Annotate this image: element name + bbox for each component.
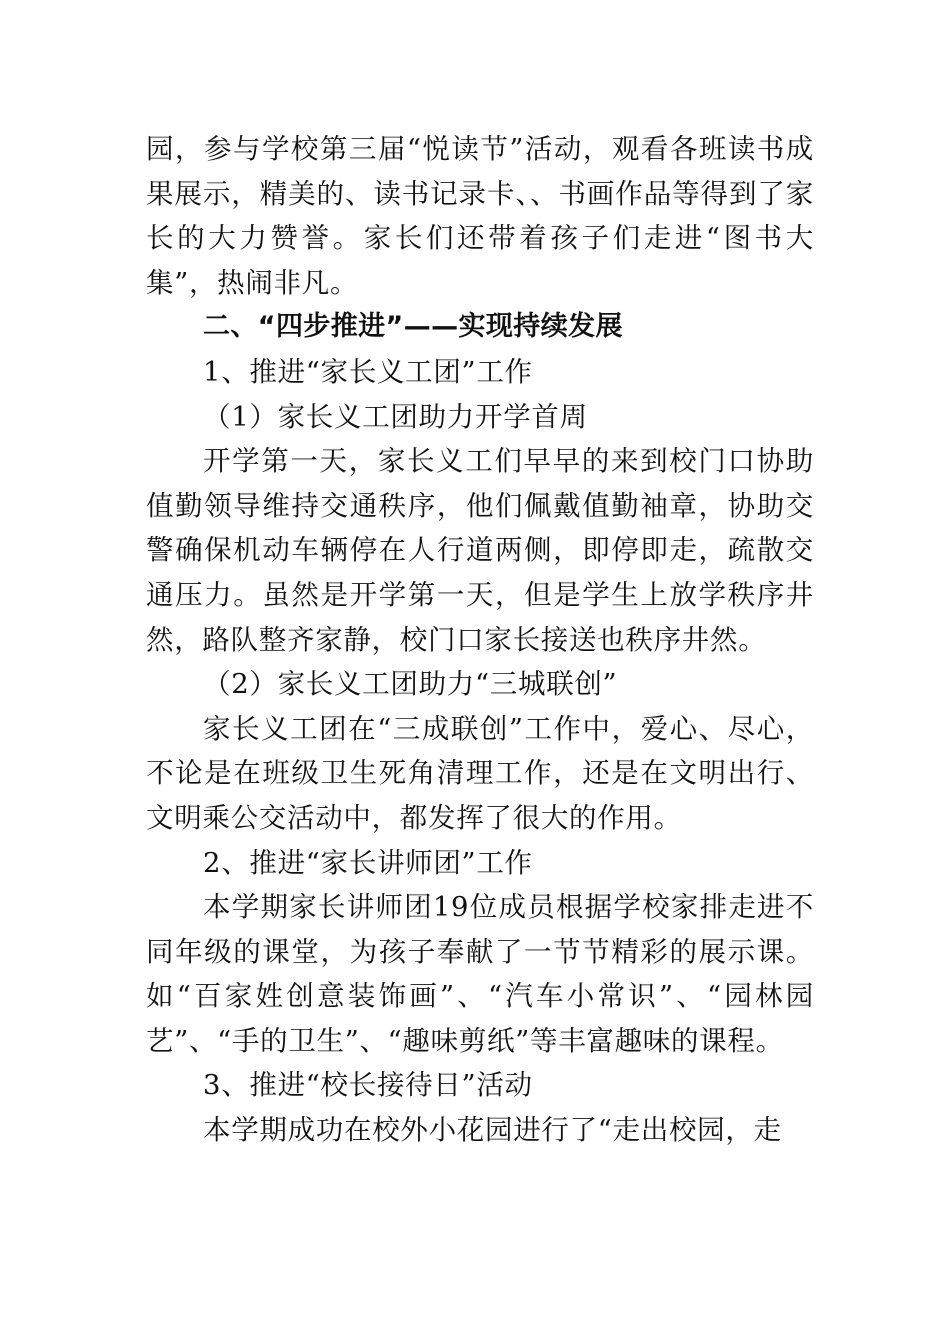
paragraph-first-day: 开学第一天，家长义工们早早的来到校门口协助值勤领导维持交通秩序，他们佩戴值勤袖章，协助交警确保机动车辆停在人行道两侧，即停即走，疏散交通压力。虽然是开学第一天，但是学生上放学秩序井然，路队整齐家静，校门口家长接送也秩序井然。 <box>146 445 814 656</box>
subsubheading-three-cities: （2）家长义工团助力“三城联创” <box>203 668 618 701</box>
subsubheading-first-week: （1）家长义工团助力开学首周 <box>203 400 588 433</box>
subheading-volunteer-group: 1、推进“家长义工团”工作 <box>203 355 533 388</box>
subheading-principal-day: 3、推进“校长接待日”活动 <box>203 1069 533 1102</box>
section-heading-four-steps: 二、“四步推进”——实现持续发展 <box>203 311 623 343</box>
paragraph-principal-day: 本学期成功在校外小花园进行了“走出校园，走 <box>203 1114 782 1147</box>
subheading-lecturer-group: 2、推进“家长讲师团”工作 <box>203 846 533 879</box>
paragraph-lecturer-group: 本学期家长讲师团19位成员根据学校家排走进不同年级的课堂，为孩子奉献了一节节精彩的展示课。如“百家姓创意装饰画”、“汽车小常识”、“园林园艺”、“手的卫生”、“趣味剪纸”等丰富趣味的课程。 <box>146 891 814 1057</box>
document-body <box>146 127 814 1153</box>
paragraph-reading-festival: 园，参与学校第三届“悦读节”活动，观看各班读书成果展示，精美的、读书记录卡、、书画作品等得到了家长的大力赞誉。家长们还带着孩子们走进“图书大集”，热闹非凡。 <box>146 133 814 299</box>
paragraph-three-cities: 家长义工团在“三成联创”工作中，爱心、尽心，不论是在班级卫生死角清理工作，还是在文明出行、文明乘公交活动中，都发挥了很大的作用。 <box>146 712 814 834</box>
